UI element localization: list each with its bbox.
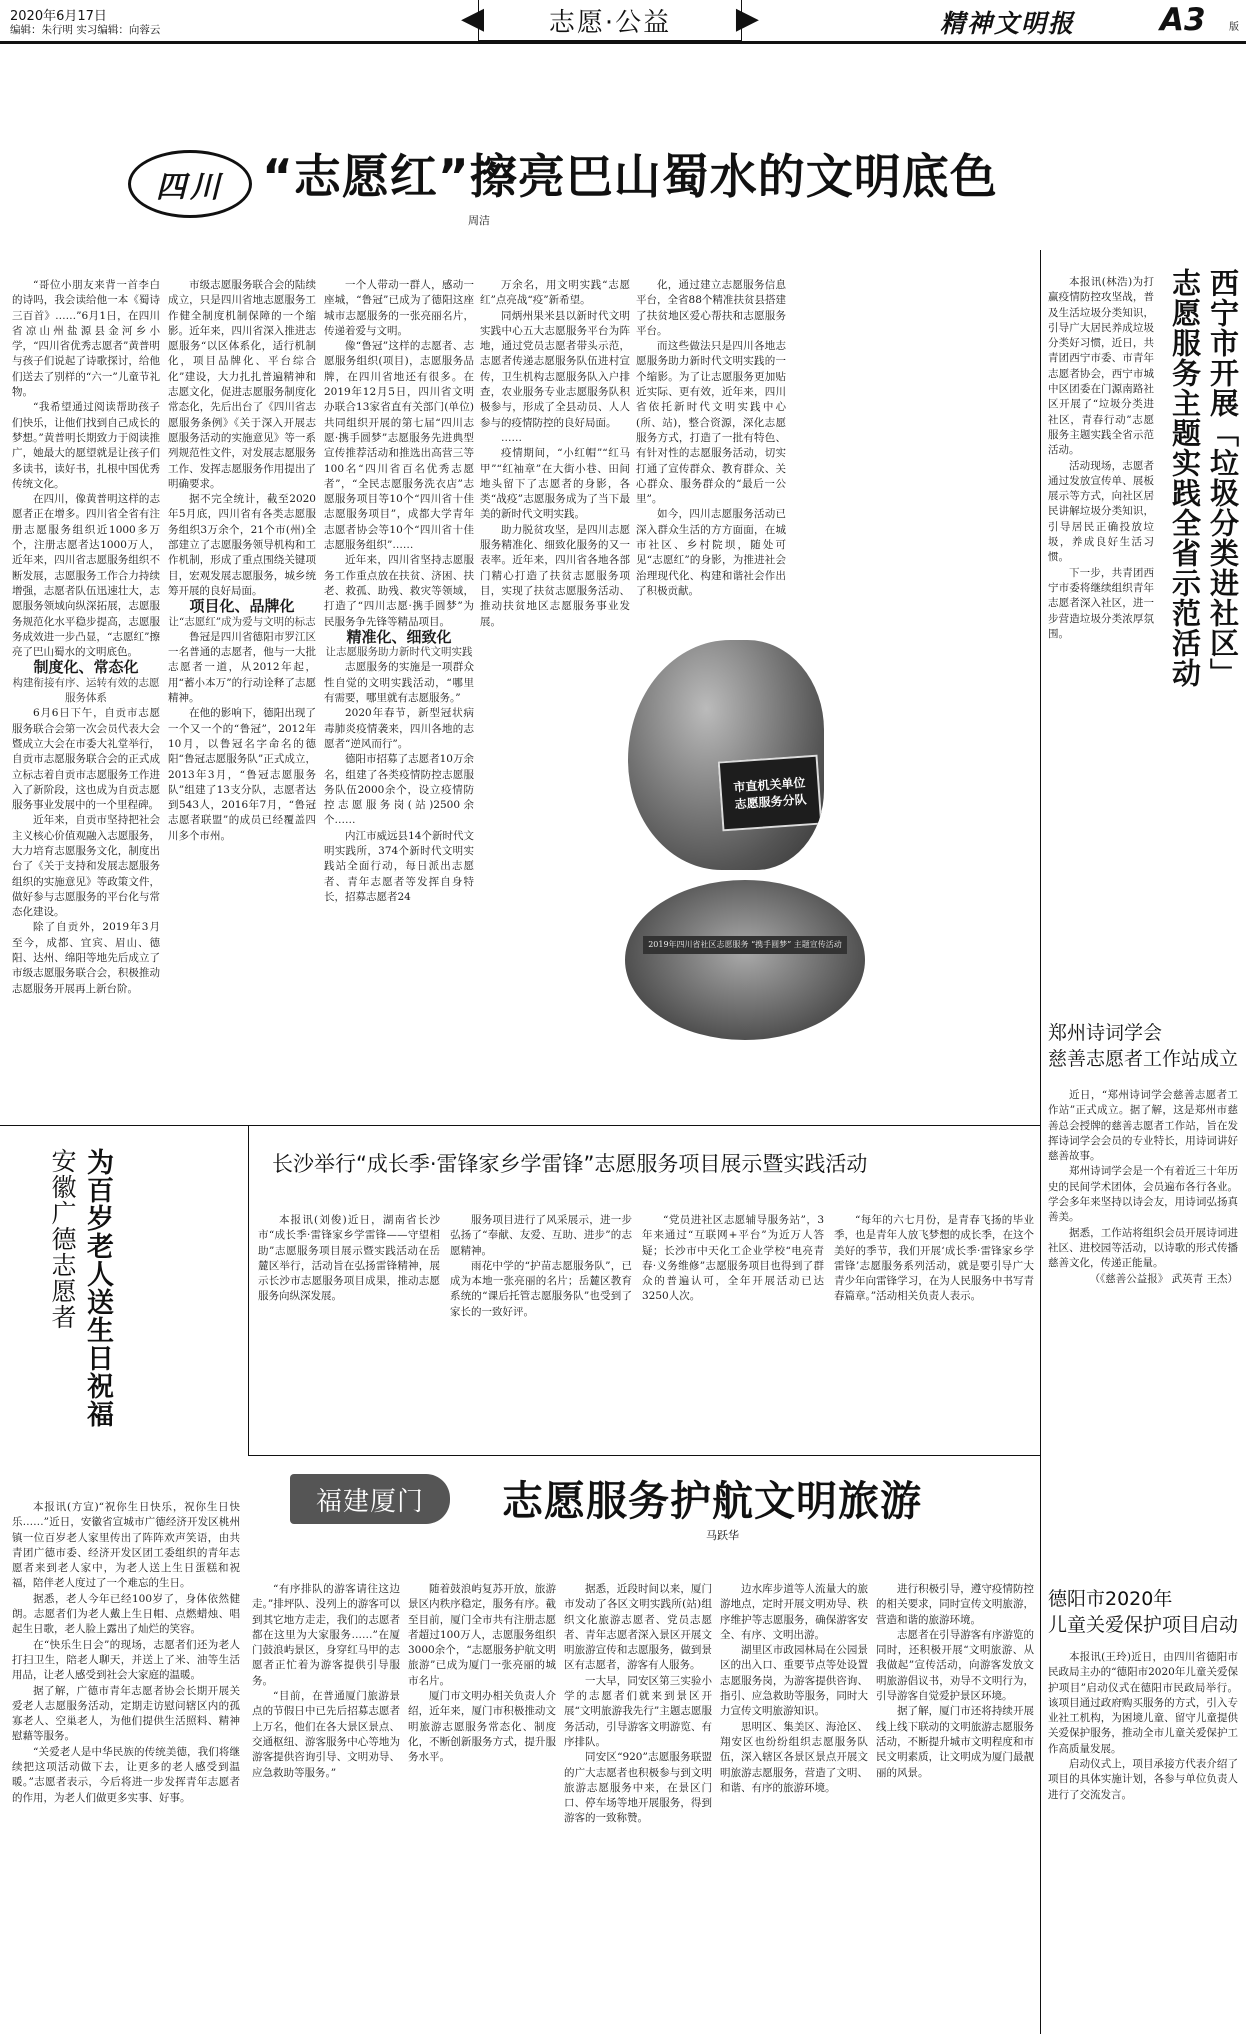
fujian-headline: 志愿服务护航文明旅游: [502, 1477, 922, 1525]
sidebar-zhengzhou-title: [1048, 1020, 1238, 1072]
paragraph: 随着鼓浪屿复苏开放，旅游景区内秩序稳定，服务有序。截至目前，厦门全市共有注册志愿者超过100万人，志愿服务组织3000余个，“志愿服务护航文明旅游”已成为厦门一张亮丽的城市名片。: [408, 1583, 556, 1687]
sidebar-zhengzhou-body: [1048, 1088, 1238, 1573]
paragraph: 万余名，用文明实践“志愿红”点亮战“疫”新希望。: [480, 279, 630, 307]
photo-stage-banner: 2019年四川省社区志愿服务 “携手圆梦” 主题宣传活动: [643, 936, 847, 954]
issue-date: 2020年6月17日: [10, 9, 107, 24]
paragraph: “有序排队的游客请往这边走。”排坪队、没列上的游客可以到其它地方走走，我们的志愿者都在这里为大家服务……”在厦门鼓浪屿景区，身穿红马甲的志愿者正忙着为游客提供引导服务。: [252, 1583, 400, 1687]
paragraph: 据悉，老人今年已经100岁了，身体依然健朗。志愿者们为老人戴上生日帽、点燃蜡烛、唱起生日歌，老人脸上露出了灿烂的笑容。: [12, 1592, 240, 1636]
fujian-badge-label: 福建厦门: [315, 1486, 424, 1517]
headline-line: 郑州诗词学会: [1048, 1022, 1163, 1044]
page-number: A3: [1160, 2, 1206, 38]
paragraph: 厦门市文明办相关负责人介绍，近年来，厦门市积极推动文明旅游志愿服务常态化、制度化，不断创新服务方式，提升服务水平。: [408, 1690, 556, 1764]
paragraph: 一个人带动一群人，感动一座城，“鲁冠”已成为了德阳这座城市志愿服务的一张亮丽名片，传递着爱与文明。: [324, 279, 474, 337]
paragraph: 郑州诗词学会是一个有着近三十年历史的民间学术团体，会员遍布各行各业。学会多年来坚持以诗会友，用诗词弘扬真善美。: [1048, 1165, 1238, 1224]
paragraph: 本报讯(林浩)为打赢疫情防控攻坚战，普及生活垃圾分类知识，引导广大居民养成垃圾分类好习惯，近日，共青团西宁市委、市青年志愿者协会，西宁市城中区团委在门源南路社区开展了“垃圾分类进社区，青春行动”志愿服务主题实践全省示范活动。: [1048, 276, 1154, 457]
paragraph: 近年来，四川省坚持志愿服务工作重点放在扶贫、济困、扶老、救孤、助残、救灾等领域，打造了“四川志愿·携手圆梦”为民服务争先锋等精品项目。: [324, 554, 474, 628]
paragraph: 志愿者在引导游客有序游览的同时，还积极开展“文明旅游、从我做起”宣传活动，向游客发放文明旅游倡议书，劝导不文明行为，引导游客自觉爱护景区环境。: [876, 1628, 1034, 1703]
section-deck: 让“志愿红”成为爱与文明的标志: [168, 615, 316, 628]
section-deck: 构建衔接有序、运转有效的志愿服务体系: [12, 676, 160, 705]
chevron-right-icon: ▶: [735, 1, 759, 36]
paragraph: 湖里区市政园林局在公园景区的出入口、重要节点等处设置志愿服务岗，为游客提供咨询、指引、应急救助等服务，同时大力宣传文明旅游知识。: [720, 1644, 868, 1718]
paragraph: 进行积极引导，遵守疫情防控的相关要求，同时宣传文明旅游，营造和谐的旅游环境。: [876, 1583, 1034, 1626]
photo-banner-sign: [718, 755, 823, 832]
banner-line: 志愿服务分队: [734, 792, 808, 812]
paper-name: 精神文明报: [940, 9, 1076, 38]
section-title: 志愿·公益: [548, 7, 672, 38]
paragraph: 据了解，广德市青年志愿者协会长期开展关爱老人志愿服务活动，定期走访慰问辖区内的孤寡老人、空巢老人，为他们提供生活照料、精神慰藉等服务。: [12, 1684, 240, 1743]
paragraph: 活动现场，志愿者通过发放宣传单、展板展示等方式，向社区居民讲解垃圾分类知识，引导居民正确投放垃圾，养成良好生活习惯。: [1048, 459, 1154, 564]
source-credit: （《慈善公益报》 武英青 王杰）: [1089, 1272, 1238, 1285]
fujian-column-1: [252, 1582, 400, 2028]
lead-bottom-rule: [0, 1125, 1040, 1126]
paragraph: 鲁冠是四川省德阳市罗江区一名普通的志愿者，他与一大批志愿者一道，从2012年起，用“蓄小本万”的行动诠释了志愿精神。: [168, 630, 316, 705]
paragraph: 据不完全统计，截至2020年5月底，四川省有各类志愿服务组织3万余个，21个市(州)全部建立了志愿服务领导机构和工作机制，形成了重点围绕关键项目，宏观发展志愿服务，城乡统筹开展的良好局面。: [168, 493, 316, 597]
changsha-column-4: [834, 1213, 1034, 1445]
fujian-column-2: [408, 1582, 556, 2028]
paragraph: 同炳州果米县以新时代文明实践中心五大志愿服务平台为阵地，通过党员志愿者带头示范，志愿者传递志愿服务队伍进村宣传，卫生机构志愿服务队入户排查，农业服务专业志愿服务队积极参与，形成了全县动员、人人参与的疫情防控的良好局面。: [480, 309, 630, 429]
sidebar-divider: [1040, 250, 1041, 2034]
paragraph: 据了解，厦门市还将持续开展线上线下联动的文明旅游志愿服务活动，不断提升城市文明程度和市民文明素质，让文明成为厦门最靓丽的风景。: [876, 1705, 1034, 1779]
paragraph: ……: [501, 431, 522, 444]
paragraph: 雨花中学的“护苗志愿服务队”，已成为本地一张亮丽的名片；岳麓区教育系统的“课后托管志愿服务队”也受到了家长的一致好评。: [450, 1259, 632, 1318]
chevron-left-icon: ◀: [461, 1, 485, 36]
fujian-column-3: [564, 1582, 712, 2028]
fujian-badge: [290, 1474, 450, 1524]
headline-line: 儿童关爱保护项目启动: [1048, 1614, 1239, 1636]
changsha-headline: 长沙举行“成长季·雷锋家乡学雷锋”志愿服务项目展示暨实践活动: [272, 1152, 868, 1176]
paragraph: 6月6日下午，自贡市志愿服务联合会第一次会员代表大会暨成立大会在市委大礼堂举行，自贡市志愿服务联合会的正式成立标志着自贡市志愿服务工作进入了新阶段，这也成为自贡志愿服务事业发展中的一个里程碑。: [12, 707, 160, 812]
paragraph: 本报讯(王玲)近日，由四川省德阳市民政局主办的“德阳市2020年儿童关爱保护项目”启动仪式在德阳市民政局举行。该项目通过政府购买服务的方式，引入专业社工机构，为困境儿童、留守儿童提供关爱保护服务，推动全市儿童关爱保护工作高质量发展。: [1048, 1651, 1238, 1755]
paragraph: 助力脱贫攻坚，是四川志愿服务精准化、细致化服务的又一表率。近年来，四川省各地各部门精心打造了扶贫志愿服务项目，实现了扶贫志愿服务活动、推动扶贫地区志愿服务事业发展。: [480, 523, 630, 628]
region-badge: [128, 150, 252, 218]
paragraph: 思明区、集美区、海沧区、翔安区也纷纷组织志愿服务队伍，深入辖区各景区景点开展文明旅游志愿服务，营造了文明、和谐、有序的旅游环境。: [720, 1720, 868, 1794]
lead-byline: 周洁: [468, 214, 490, 227]
paragraph: 德阳市招募了志愿者10万余名，组建了各类疫情防控志愿服务队伍2000余个，设立疫情防控志愿服务岗(站)2500余个……: [324, 753, 474, 827]
paragraph: 启动仪式上，项目承接方代表介绍了项目的具体实施计划，各参与单位负责人进行了交流发言。: [1048, 1758, 1238, 1801]
paragraph: “我希望通过阅读帮助孩子们快乐，让他们找到自己成长的梦想。”黄普明长期致力于阅读推广，她最大的愿望就是让孩子们多读书，读好书，扎根中国优秀传统文化。: [12, 401, 160, 490]
paragraph: 服务项目进行了风采展示，进一步弘扬了“奉献、友爱、互助、进步”的志愿精神。: [450, 1214, 632, 1257]
paragraph: 在“快乐生日会”的现场，志愿者们还为老人打扫卫生，陪老人聊天，并送上了米、油等生活用品，让老人感受到社会大家庭的温暖。: [12, 1638, 240, 1682]
lead-column-1: [12, 278, 160, 1118]
fujian-byline: 马跃华: [706, 1529, 739, 1542]
masthead-rule: [0, 41, 1246, 44]
sidebar-deyang-body: [1048, 1650, 1238, 2030]
mid-divider-left: [248, 1125, 249, 1455]
sidebar-xining-title: 西宁市开展「垃圾分类进社区」志愿服务主题实践全省示范活动: [1168, 268, 1240, 688]
paragraph: 本报讯(方宣)“祝你生日快乐，祝你生日快乐……”近日，安徽省宣城市广德经济开发区桃州镇一位百岁老人家里传出了阵阵欢声笑语，由共青团广德市委、经济开发区团工委组织的青年志愿者来到老人家中，为老人送上生日蛋糕和祝福，陪伴老人度过了一个难忘的生日。: [12, 1501, 240, 1590]
paragraph: 化，通过建立志愿服务信息平台，全省88个精准扶贫县搭建了扶贫地区爱心帮扶和志愿服务平台。: [636, 279, 786, 337]
paragraph: 近年来，自贡市坚持把社会主义核心价值观融入志愿服务，大力培育志愿服务文化，制度出台了《关于支持和发展志愿服务组织的实施意见》等政策文件，做好参与志愿服务的平台化与常态化建设。: [12, 814, 160, 919]
paragraph: 一大早，同安区第三实验小学的志愿者们就来到景区开展“文明旅游我先行”主题志愿服务活动，引导游客文明游览、有序排队。: [564, 1674, 712, 1748]
headline-line: 慈善志愿者工作站成立: [1048, 1048, 1239, 1070]
sidebar-deyang-title: [1048, 1586, 1238, 1638]
paragraph: 下一步，共青团西宁市委将继续组织青年志愿者深入社区，进一步营造垃圾分类浓厚氛围。: [1048, 566, 1154, 640]
page-suffix: 版: [1229, 22, 1239, 33]
lead-headline: “志愿红”擦亮巴山蜀水的文明底色: [262, 150, 998, 205]
paragraph: 疫情期间，“小红帽”“红马甲”“红袖章”在大街小巷、田间地头留下了志愿者的身影，各类“战疫”志愿服务成为了当下最美的新时代文明实践。: [480, 447, 630, 521]
paragraph: “关爱老人是中华民族的传统美德，我们将继续把这项活动做下去，让更多的老人感受到温暖。”志愿者表示，今后将进一步发挥青年志愿者的作用，为老人们做更多实事、好事。: [12, 1745, 240, 1804]
lead-column-3: [324, 278, 474, 1118]
section-deck: 让志愿服务助力新时代文明实践: [325, 646, 473, 659]
paragraph: 除了自贡外，2019年3月至今，成都、宜宾、眉山、德阳、达州、绵阳等地先后成立了市级志愿服务联合会，积极推动志愿服务开展再上新台阶。: [12, 921, 160, 995]
paragraph: “目前，在普通厦门旅游景点的节假日中已先后招募志愿者上万名，他们在各大景区景点、交通枢纽、游客服务中心等地为游客提供咨询引导、文明劝导、应急救助等服务。”: [252, 1690, 400, 1779]
mid-bottom-rule: [248, 1455, 1040, 1456]
editor-credits: 编辑：朱行明 实习编辑：向蓉云: [10, 24, 161, 36]
paragraph: 市级志愿服务联合会的陆续成立，只是四川省地志愿服务工作健全制度机制保障的一个缩影。近年来，四川省深入推进志愿服务“以区体系化，适行机制化，项目品牌化、平台综合化”建设，大力扎扎普遍精神和志愿文化，促进志愿服务制度化常态化，先后出台了《四川省志愿服务条例》《关于深入开展志愿服务活动的实施意见》等一系列规范性文件，对发展志愿服务工作、发挥志愿服务作用提出了明确要求。: [168, 279, 316, 490]
section-subhead: 精准化、细致化: [346, 627, 452, 646]
paragraph: “哥位小朋友来背一首李白的诗吗，我会读给他一本《蜀诗三百首》……”6月1日，在四川省凉山州盐源县金河乡小学，“四川省优秀志愿者”黄普明与孩子们说起了诗歌探讨，给他们送去了别样的“六一”儿童节礼物。: [12, 279, 160, 399]
paragraph: 据悉，近段时间以来，厦门市发动了各区文明实践所(站)组织文化旅游志愿者、党员志愿者、青年志愿者深入景区开展文明旅游宣传和志愿服务，做到景区有志愿者，游客有人服务。: [564, 1583, 712, 1672]
section-banner: [461, 0, 759, 41]
changsha-column-1: [258, 1213, 440, 1445]
sidebar-xining-body: [1048, 275, 1154, 1035]
region-badge-label: 四川: [156, 170, 224, 205]
changsha-column-3: [642, 1213, 824, 1445]
paragraph: 在四川，像黄普明这样的志愿者正在增多。四川省全省有注册志愿服务组织近1000多万个，注册志愿者达1000万人，近年来，四川省志愿服务组织不断发展，志愿服务工作合力持续增强，志愿者队伍迅速壮大，志愿服务领域向纵深拓展，志愿服务规范化水平稳步提高，志愿服务成效进一步凸显，“志愿红”擦亮了巴山蜀水的文明底色。: [12, 493, 160, 659]
paragraph: 边水库步道等人流量大的旅游地点，定时开展文明劝导、秩序维护等志愿服务，确保游客安全、有序、文明出游。: [720, 1583, 868, 1641]
paragraph: 如今，四川志愿服务活动已深入群众生活的方方面面，在城市社区、乡村院坝，随处可见“志愿红”的身影，为推进社会治理现代化、构建和谐社会作出了积极贡献。: [636, 508, 786, 597]
anhui-headline-kicker: 安徽广德志愿者: [48, 1148, 77, 1330]
paragraph: 同安区“920”志愿服务联盟的广大志愿者也积极参与到文明旅游志愿服务中来，在景区门口、停车场等地开展服务，得到游客的一致称赞。: [564, 1751, 712, 1825]
lead-column-2: [168, 278, 316, 1118]
lead-column-5: [636, 278, 786, 638]
fujian-column-5: [876, 1582, 1034, 2028]
section-subhead: 制度化、常态化: [33, 658, 139, 677]
paragraph: 2020年春节，新型冠状病毒肺炎疫情袭来，四川各地的志愿者“逆风而行”。: [324, 707, 474, 750]
paragraph: 而这些做法只是四川各地志愿服务助力新时代文明实践的一个缩影。为了让志愿服务更加贴近实际、更有效，近年来，四川省依托新时代文明实践中心(所、站)，整合资源，深化志愿服务方式，打造了一批有特色、有针对性的志愿服务活动，切实打通了宣传群众、教育群众、关心群众、服务群众的“最后一公里”。: [636, 340, 786, 506]
section-subhead: 项目化、品牌化: [189, 597, 295, 616]
paragraph: 据悉，工作站将组织会员开展诗词进社区、进校园等活动，以诗歌的形式传播慈善文化，传递正能量。: [1048, 1226, 1238, 1270]
anhui-body: [12, 1500, 240, 2028]
banner-line: 市直机关单位: [733, 775, 806, 795]
paragraph: 在他的影响下，德阳出现了一个又一个的“鲁冠”，2012年10月，以鲁冠名字命名的德阳“鲁冠志愿服务队”正式成立，2013年3月，“鲁冠志愿服务队”组建了13支分队，志愿者达到543人，2016年7月，“鲁冠志愿者联盟”的成员已经覆盖四川多个市州。: [168, 707, 316, 842]
paragraph: 像“鲁冠”这样的志愿者、志愿服务组织(项目)，志愿服务品牌，在四川省地还有很多。在2019年12月5日，四川省文明办联合13家省直有关部门(单位)共同组织开展的第七届“四川志愿·携手圆梦”志愿服务先进典型宣传推荐活动和推选出高营三等100名“四川省百名优秀志愿者”，“全民志愿服务洗衣店”志愿服务项目等10个“四川省十佳志愿服务项目”，成都大学青年志愿者协会等10个“四川省十佳志愿服务组织”……: [324, 340, 474, 552]
paragraph: 本报讯(刘俊)近日，湖南省长沙市“成长季·雷锋家乡学雷锋——守望相助”志愿服务项目展示暨实践活动在岳麓区举行，活动旨在弘扬雷锋精神，展示长沙市志愿服务项目成果，推动志愿服务向纵深发展。: [258, 1214, 440, 1303]
fujian-column-4: [720, 1582, 868, 2028]
headline-line: 德阳市2020年: [1048, 1588, 1173, 1610]
changsha-column-2: [450, 1213, 632, 1445]
paragraph: “党员进社区志愿辅导服务站”，3年来通过“互联网+平台”为近万人答疑；长沙市中天化工企业学校“电亮青春·义务维修”志愿服务项目也得到了群众的普遍认可，全年开展活动已达3250人次。: [642, 1214, 824, 1303]
anhui-headline-main: 为百岁老人送生日祝福: [82, 1148, 113, 1428]
photo-volunteers-banner: [628, 640, 824, 870]
paragraph: “每年的六七月份，是青春飞扬的毕业季，也是青年人放飞梦想的成长季，在这个美好的季节，我们开展‘成长季·雷锋家乡学雷锋’志愿服务系列活动，就是要引导广大青少年向雷锋学习，在为人民服务中书写青春篇章。”活动相关负责人表示。: [834, 1214, 1034, 1303]
lead-column-4: [480, 278, 630, 638]
paragraph: 内江市威远县14个新时代文明实践所，374个新时代文明实践站全面行动，每日派出志愿者、青年志愿者等发挥自身特长，招募志愿者24: [324, 829, 474, 903]
paragraph: 志愿服务的实施是一项群众性自觉的文明实践活动，“哪里有需要，哪里就有志愿服务。”: [324, 661, 474, 705]
photo-event-stage: [625, 880, 865, 1040]
paragraph: 近日，“郑州诗词学会慈善志愿者工作站”正式成立。据了解，这是郑州市慈善总会授牌的慈善志愿者工作站，旨在发挥诗词学会会员的专业特长，用诗词讲好慈善故事。: [1048, 1089, 1238, 1163]
